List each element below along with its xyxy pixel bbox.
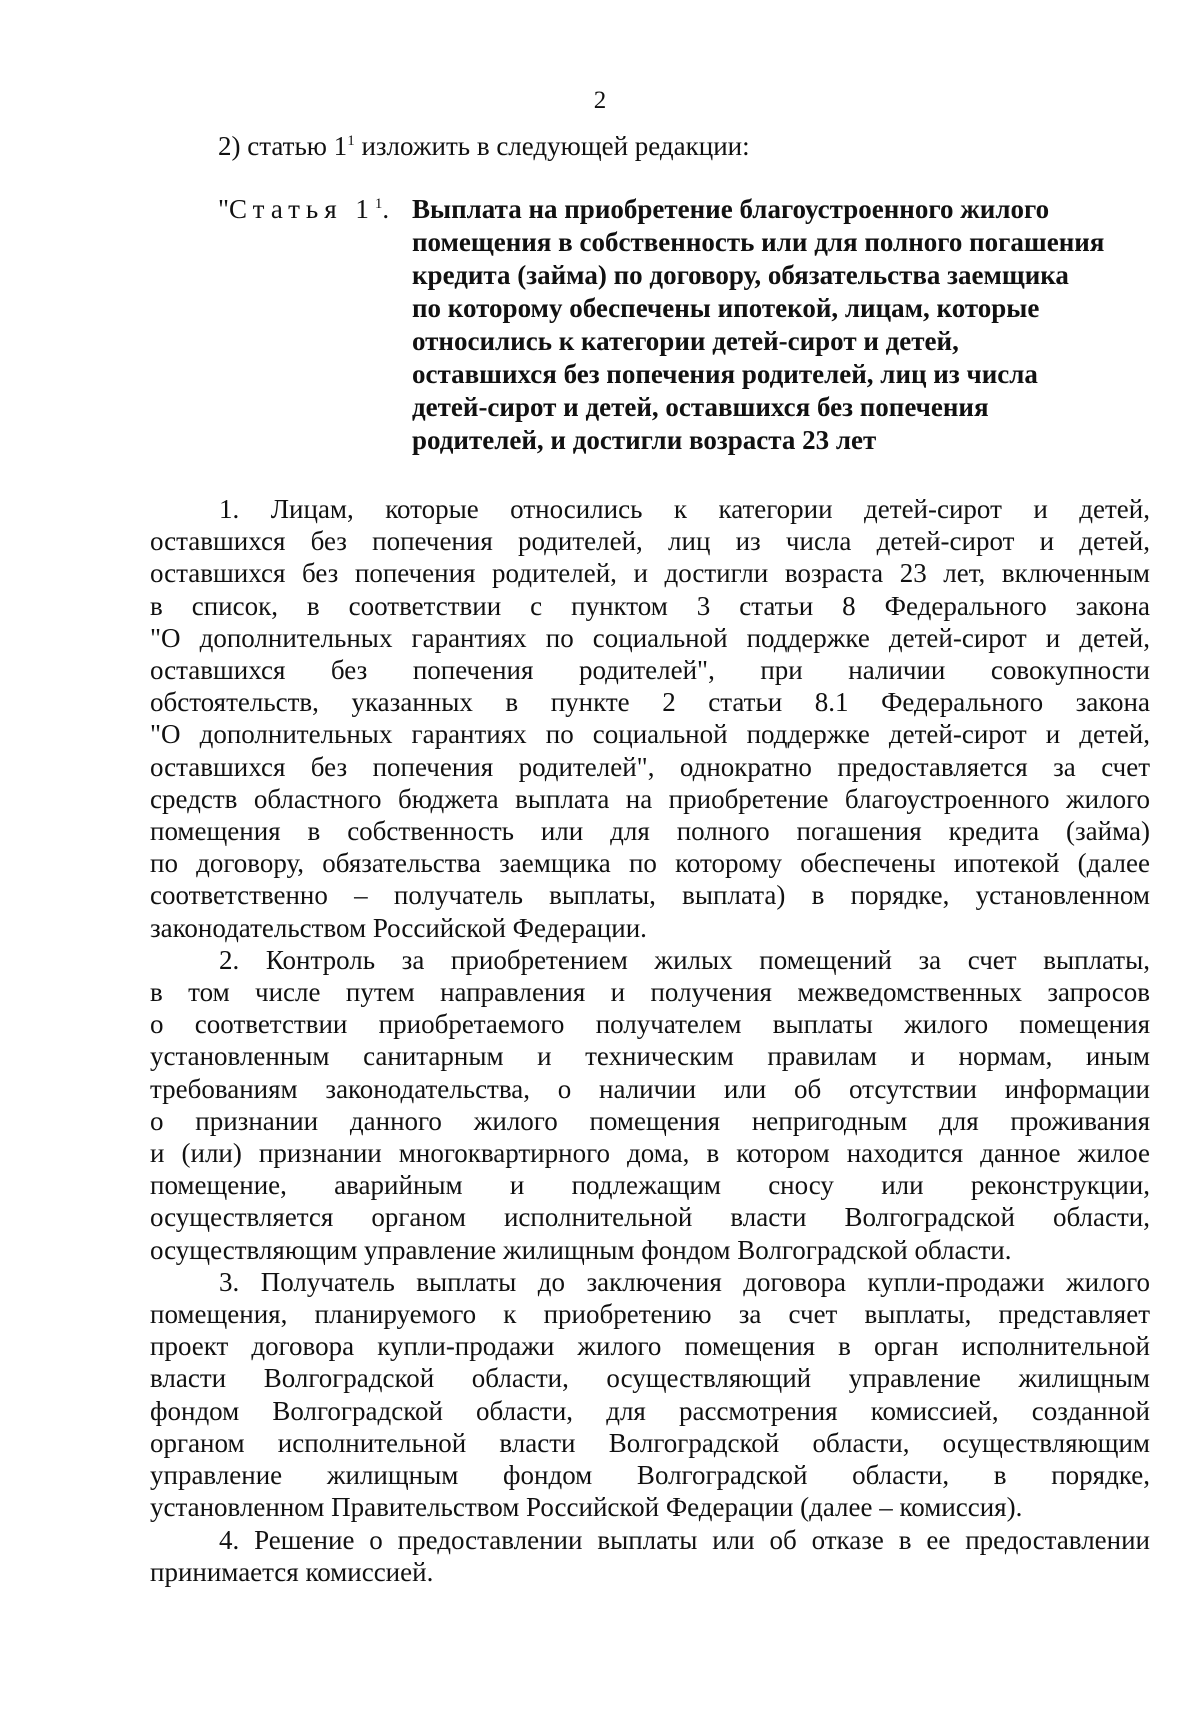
text-line: принимается комиссией. [150,1556,434,1587]
text-line: и (или) признании многоквартирного дома, в котором находится данное жилое [150,1138,1150,1169]
text-line: установленным санитарным и техническим правилам и нормам, иным [150,1041,1150,1072]
article-title-line: детей-сирот и детей, оставшихся без попечения [412,392,989,422]
intro-text-before: 2) статью 1 [218,131,348,161]
text-line: 3. Получатель выплаты до заключения договора купли-продажи жилого [219,1266,1150,1297]
article-superscript: 1 [374,196,383,212]
article-title-line: Выплата на приобретение благоустроенного жилого [412,194,1050,224]
paragraph-2 [150,944,1150,1266]
intro-superscript: 1 [347,133,355,149]
text-line: осуществляющим управление жилищным фондом Волгоградской области. [150,1234,1012,1265]
text-line: управление жилищным фондом Волгоградской области, в порядке, [150,1460,1150,1491]
article-title-line: по которому обеспечены ипотекой, лицам, которые [412,293,1040,323]
text-line: законодательством Российской Федерации. [150,912,647,943]
text-line: установленном Правительством Российской Федерации (далее – комиссия). [150,1492,1023,1523]
article-title [412,193,1152,457]
text-line: проект договора купли-продажи жилого помещения в орган исполнительной [150,1331,1150,1362]
text-line: осуществляется органом исполнительной власти Волгоградской области, [150,1202,1150,1233]
text-line: власти Волгоградской области, осуществляющий управление жилищным [150,1363,1150,1394]
article-title-line: относились к категории детей-сирот и детей, [412,326,959,356]
intro-text-after: изложить в следующей редакции: [354,131,750,161]
text-line: в список, в соответствии с пунктом 3 статьи 8 Федерального закона [150,590,1150,621]
paragraph-3 [150,1266,1150,1524]
text-line: "О дополнительных гарантиях по социальной поддержке детей-сирот и детей, [150,622,1150,653]
page-number: 2 [593,87,607,114]
text-line: о соответствии приобретаемого получателем выплаты жилого помещения [150,1009,1150,1040]
text-line: о признании данного жилого помещения непригодным для проживания [150,1105,1150,1136]
article-title-line: оставшихся без попечения родителей, лиц из числа [412,359,1038,389]
article-body [150,493,1150,1588]
paragraph-1 [150,493,1150,944]
text-line: 4. Решение о предоставлении выплаты или об отказе в ее предоставлении [219,1524,1150,1555]
amendment-intro [218,130,750,162]
article-label [218,193,389,226]
article-label-text: Статья 1 [229,194,375,224]
text-line: помещения в собственность или для полного погашения кредита (займа) [150,816,1150,847]
article-title-line: кредита (займа) по договору, обязательства заемщика [412,260,1069,290]
text-line: помещения, планируемого к приобретению за счет выплаты, представляет [150,1299,1150,1330]
text-line: оставшихся без попечения родителей, и достигли возраста 23 лет, включенным [150,558,1150,589]
text-line: обстоятельств, указанных в пункте 2 статьи 8.1 Федерального закона [150,687,1150,718]
text-line: помещение, аварийным и подлежащим сносу или реконструкции, [150,1170,1150,1201]
paragraph-4 [150,1524,1150,1588]
article-title-line: родителей, и достигли возраста 23 лет [412,425,877,455]
text-line: "О дополнительных гарантиях по социальной поддержке детей-сирот и детей, [150,719,1150,750]
article-title-line: помещения в собственность или для полного погашения [412,227,1105,257]
text-line: средств областного бюджета выплата на приобретение благоустроенного жилого [150,783,1150,814]
text-line: 1. Лицам, которые относились к категории детей-сирот и детей, [219,494,1150,524]
text-line: оставшихся без попечения родителей", однократно предоставляется за счет [150,751,1150,782]
text-line: соответственно – получатель выплаты, выплата) в порядке, установленном [150,880,1150,911]
text-line: оставшихся без попечения родителей", при наличии совокупности [150,655,1150,686]
text-line: фондом Волгоградской области, для рассмотрения комиссией, созданной [150,1395,1150,1426]
text-line: по договору, обязательства заемщика по которому обеспечены ипотекой (далее [150,848,1150,879]
text-line: органом исполнительной власти Волгоградской области, осуществляющим [150,1427,1150,1458]
article-quote: " [218,194,230,224]
text-line: в том числе путем направления и получения межведомственных запросов [150,977,1150,1008]
text-line: оставшихся без попечения родителей, лиц из числа детей-сирот и детей, [150,526,1150,557]
article-dot: . [382,194,390,224]
text-line: 2. Контроль за приобретением жилых помещений за счет выплаты, [219,944,1150,975]
text-line: требованиям законодательства, о наличии или об отсутствии информации [150,1073,1150,1104]
